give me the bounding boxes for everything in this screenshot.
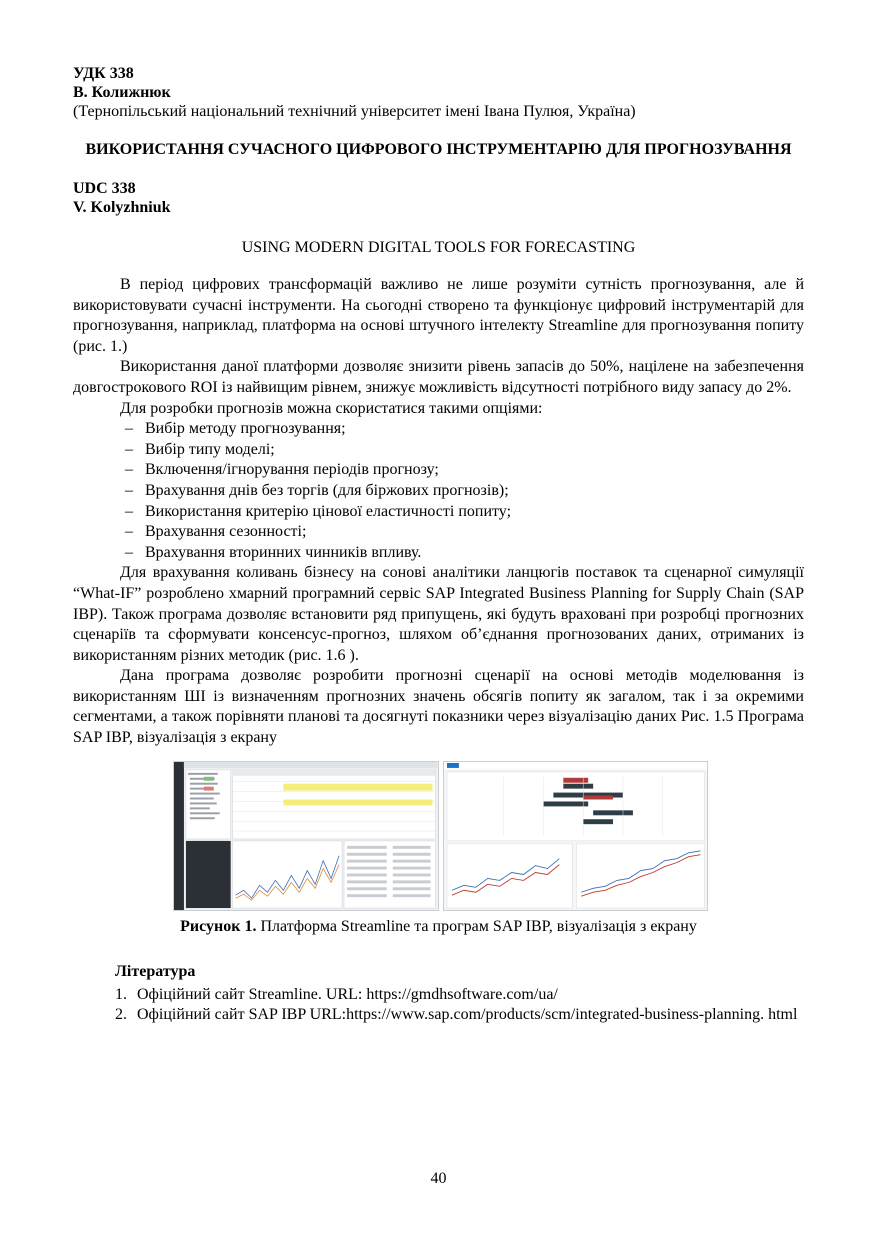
reference-item (115, 985, 804, 1006)
reference-number: 2. (115, 1006, 127, 1024)
figure-caption (73, 917, 804, 936)
paper-page (73, 64, 804, 1026)
page-number: 40 (430, 1170, 447, 1187)
references-list (73, 985, 804, 1026)
reference-item (115, 1005, 804, 1026)
paragraph-4: Для врахування коливань бізнесу на сонові аналітики ланцюгів поставок та сценарної симуляції “What-IF” розроблено хмарний програмний сервіс SAP Integrated Business Planning for Supply Chain (SAP IBP). Також програма дозволяє встановити ряд припущень, які будуть враховані при розробці прогнозних сценаріїв та сформувати консенсус-прогноз, шляхом об’єднання прогнозованих даних, отриманих із використанням різних методик (рис. 1.6 ). (73, 564, 804, 664)
paragraph-5: Дана програма дозволяє розробити прогнозні сценарії на основі методів моделювання із використанням ШІ із визначенням прогнозних значень обсягів попиту як загалом, так і за окремими сегментами, а також порівняти планові та досягнуті показники через візуалізацію даних Рис. 1.5 Програма SAP IBP, візуалізація з екрану (73, 667, 804, 747)
figure-screenshots (173, 761, 708, 911)
caption-label: Рисунок 1. (180, 917, 257, 935)
sap-ibp-screenshot (443, 761, 709, 911)
option-item: – Включення/ігнорування періодів прогнозу; (125, 460, 804, 481)
option-item: – Врахування днів без торгів (для біржових прогнозів); (125, 481, 804, 502)
options-list (73, 419, 804, 563)
reference-number: 1. (115, 985, 127, 1003)
caption-text: Платформа Streamline та програм SAP IBP, візуалізація з екрану (256, 917, 697, 935)
author-ua: В. Колижнюк (73, 84, 171, 101)
udc-ua: УДК 338 (73, 65, 134, 82)
title-en: USING MODERN DIGITAL TOOLS FOR FORECASTING (241, 239, 636, 256)
reference-text: Офіційний сайт Streamline. URL: https://gmdhsoftware.com/ua/ (137, 985, 558, 1003)
option-item: – Вибір методу прогнозування; (125, 419, 804, 440)
reference-text: Офіційний сайт SAP IBP URL:https://www.sap.com/products/scm/integrated-business-planning. html (137, 1006, 798, 1024)
paragraph-3: Для розробки прогнозів можна скористатися такими опціями: (120, 399, 543, 417)
option-item: – Врахування сезонності; (125, 522, 804, 543)
paragraph-1: В період цифрових трансформацій важливо не лише розуміти сутність прогнозування, але й використовувати сучасні інструменти. На сьогодні створено та функціонує цифровий інструментарій для прогнозування, наприклад, платформа на основі штучного інтелекту Streamline для прогнозування попиту (рис. 1.) (73, 276, 804, 355)
paragraph-2: Використання даної платформи дозволяє знизити рівень запасів до 50%, націлене на забезпечення довгострокового ROI із найвищим рівнем, знижує можливість відсутності потрібного виду запасу до 2%. (73, 358, 804, 396)
udc-en: UDC 338 (73, 180, 136, 197)
literature-title: Література (115, 962, 196, 980)
streamline-screenshot (173, 761, 439, 911)
author-en: V. Kolyzhniuk (73, 199, 171, 216)
title-ua: ВИКОРИСТАННЯ СУЧАСНОГО ЦИФРОВОГО ІНСТРУМЕНТАРІЮ ДЛЯ ПРОГНОЗУВАННЯ (85, 141, 792, 158)
option-item: – Врахування вторинних чинників впливу. (125, 543, 804, 564)
option-item: – Використання критерію цінової еластичності попиту; (125, 502, 804, 523)
option-item: – Вибір типу моделі; (125, 440, 804, 461)
affiliation: (Тернопільський національний технічний університет імені Івана Пулюя, Україна) (73, 103, 636, 120)
